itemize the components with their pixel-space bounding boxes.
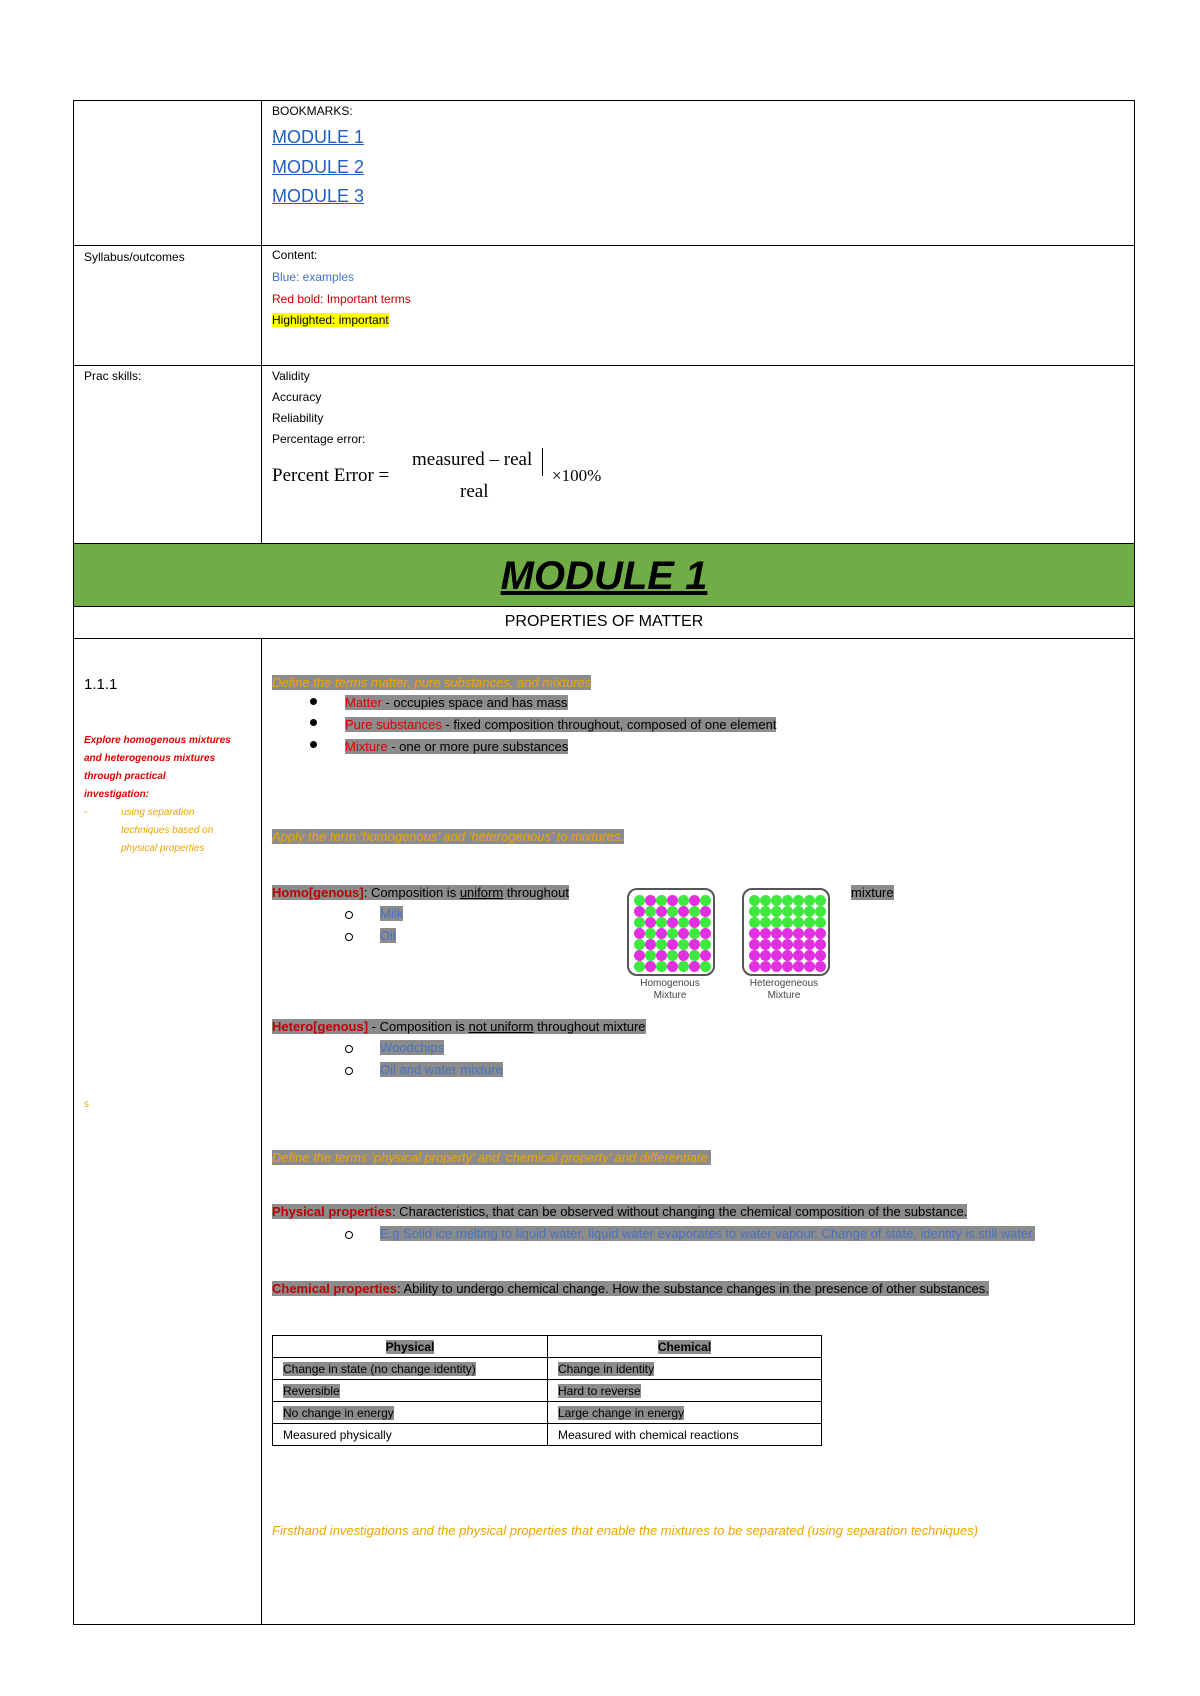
homo-uniform: uniform [459,885,504,900]
particle-dot [771,906,782,917]
particle-dot [667,917,678,928]
particle-dot [634,906,645,917]
define-heading: Define the terms matter, pure substances, and mixtures [272,675,592,690]
prac-item: Percentage error: [272,432,366,446]
outcome-dash-icon: - [84,807,88,818]
particle-dot [815,895,826,906]
bullet-icon [310,741,317,748]
table-row [273,1424,822,1446]
module-banner [74,544,1134,606]
particle-dot [700,950,711,961]
particle-dot [700,895,711,906]
prac-skills-label: Prac skills: [84,369,142,383]
particle-dot [815,917,826,928]
particle-dot [689,939,700,950]
particle-dot [749,928,760,939]
table-border-bottom [73,1624,1135,1625]
hetero-term: Hetero[genous] [272,1019,369,1034]
particle-dot [760,906,771,917]
particle-dot [782,939,793,950]
sub-bullet-icon [345,1231,353,1239]
physical-chemical-table [272,1335,822,1446]
particle-dot [815,950,826,961]
table-cell: Change in identity [548,1358,822,1380]
prac-item: Reliability [272,411,324,425]
particle-dot [749,895,760,906]
particle-dot [782,895,793,906]
def-term: Pure substances [345,717,442,732]
bullet-icon [310,719,317,726]
row-divider [73,606,1135,607]
table-row [273,1380,822,1402]
stray-text: s [84,1099,89,1110]
particle-dot [760,939,771,950]
homo-example: Oil [380,928,396,943]
particle-dot [689,906,700,917]
particle-dot [804,895,815,906]
particle-dot [667,928,678,939]
particle-dot [667,961,678,972]
physchem-heading: Define the terms ‘physical property’ and ‘chemical property’ and differentiate. [272,1150,712,1165]
particle-dot [782,928,793,939]
legend-blue: Blue: examples [272,270,355,284]
module-subtitle: PROPERTIES OF MATTER [504,613,704,630]
particle-dot [656,906,667,917]
formula-numerator: measured – real [412,449,533,470]
particle-dot [700,906,711,917]
bullet-icon [310,698,317,705]
particle-dot [771,928,782,939]
particle-dot [634,961,645,972]
section-number: 1.1.1 [84,676,118,693]
particle-dot [667,906,678,917]
outcome-bullet-line: techniques based on [121,825,214,836]
particle-dot [645,895,656,906]
def-term: Mixture [345,739,388,754]
formula-denominator: real [460,481,489,502]
particle-dot [678,928,689,939]
firsthand-heading: Firsthand investigations and the physical properties that enable the mixtures to be separated (using separation techniques) [272,1523,979,1538]
hetero-text: - Composition is [368,1019,469,1034]
table-cell: Change in state (no change identity) [273,1358,548,1380]
particle-dot [678,950,689,961]
def-text: - one or more pure substances [387,739,569,754]
particle-dot [656,895,667,906]
hetero-example: Woodchips [380,1040,445,1055]
particle-dot [815,928,826,939]
bookmark-link-module-1[interactable]: MODULE 1 [272,127,365,147]
def-term: Matter [345,695,382,710]
particle-dot [656,950,667,961]
table-header-cell: Chemical [548,1336,822,1358]
table-border-right [1134,100,1135,1625]
particle-dot [700,917,711,928]
chemical-text: : Ability to undergo chemical change. How the substance changes in the presence of other substances. [397,1281,989,1296]
particle-dot [793,917,804,928]
outcome-line: investigation: [84,789,150,800]
particle-dot [700,939,711,950]
particle-dot [793,928,804,939]
particle-dot [678,939,689,950]
table-header-cell: Physical [273,1336,548,1358]
particle-dot [793,895,804,906]
hetero-example: Oil and water mixture [380,1062,503,1077]
particle-dot [656,961,667,972]
module-title: MODULE 1 [500,554,708,598]
particle-dot [804,906,815,917]
particle-dot [815,961,826,972]
particle-dot [645,906,656,917]
syllabus-label: Syllabus/outcomes [84,250,185,264]
physical-text: : Characteristics, that can be observed without changing the chemical composition of the substance. [391,1204,968,1219]
particle-dot [793,961,804,972]
homogenous-caption: Homogenous Mixture [640,978,700,1001]
formula-multiplier: ×100% [552,466,602,485]
formula-abs-bar [542,448,543,476]
particle-dot [656,928,667,939]
table-border-top [73,100,1135,101]
particle-dot [678,917,689,928]
particle-dot [771,950,782,961]
particle-dot [645,950,656,961]
particle-dot [749,961,760,972]
particle-dot [645,961,656,972]
outcome-line: Explore homogenous mixtures [84,735,231,746]
homogenous-mixture-image [627,888,715,976]
table-row [273,1358,822,1380]
table-cell: Measured physically [273,1424,548,1446]
def-text: - occupies space and has mass [381,695,568,710]
particle-dot [760,917,771,928]
particle-dot [749,906,760,917]
outcome-line: and heterogenous mixtures [84,753,216,764]
particle-dot [760,895,771,906]
table-cell: Large change in energy [548,1402,822,1424]
row-divider [73,638,1135,639]
particle-dot [689,961,700,972]
particle-dot [656,939,667,950]
table-row [273,1402,822,1424]
particle-dot [815,939,826,950]
particle-dot [689,917,700,928]
homo-text-end: throughout [503,885,569,900]
particle-dot [667,939,678,950]
particle-dot [782,961,793,972]
column-divider [261,638,262,1624]
def-text: - fixed composition throughout, composed of one element [441,717,777,732]
particle-dot [700,961,711,972]
hetero-text-end: throughout mixture [533,1019,646,1034]
particle-dot [678,906,689,917]
table-border-left [73,100,74,1625]
particle-dot [793,906,804,917]
particle-dot [634,939,645,950]
particle-dot [749,950,760,961]
particle-dot [815,906,826,917]
particle-dot [645,939,656,950]
particle-dot [804,950,815,961]
particle-dot [634,928,645,939]
prac-item: Validity [272,369,310,383]
sub-bullet-icon [345,1045,353,1053]
outcome-bullet-line: physical properties [121,843,205,854]
particle-dot [793,939,804,950]
particle-dot [804,961,815,972]
particle-dot [760,961,771,972]
table-cell: No change in energy [273,1402,548,1424]
bookmarks-label: BOOKMARKS: [272,104,353,118]
particle-dot [771,961,782,972]
particle-dot [782,906,793,917]
legend-highlight: Highlighted: important [272,313,389,327]
outcome-bullet-line: using separation [121,807,195,818]
particle-dot [667,895,678,906]
apply-heading: Apply the term ‘homogenous’ and ‘heterogenous’ to mixtures. [272,829,624,844]
row-divider [73,245,1135,246]
table-cell: Reversible [273,1380,548,1402]
sub-bullet-icon [345,1067,353,1075]
homo-term: Homo[genous] [272,885,364,900]
heterogeneous-mixture-image [742,888,830,976]
particle-dot [689,895,700,906]
particle-dot [678,895,689,906]
particle-dot [634,950,645,961]
particle-dot [689,928,700,939]
particle-dot [678,961,689,972]
particle-dot [804,917,815,928]
particle-dot [760,928,771,939]
prac-item: Accuracy [272,390,322,404]
table-cell: Hard to reverse [548,1380,822,1402]
table-cell: Measured with chemical reactions [548,1424,822,1446]
particle-dot [667,950,678,961]
particle-dot [771,939,782,950]
percent-error-formula [272,448,632,508]
column-divider [261,100,262,543]
particle-dot [645,928,656,939]
particle-dot [782,950,793,961]
legend-red: Red bold: Important terms [272,292,411,306]
homo-text: : Composition is [363,885,460,900]
heterogeneous-caption: Heterogeneous Mixture [749,978,819,1001]
homo-mixture-word: mixture [851,885,894,900]
particle-dot [689,950,700,961]
particle-dot [634,895,645,906]
particle-dot [804,939,815,950]
particle-dot [793,950,804,961]
sub-bullet-icon [345,911,353,919]
particle-dot [634,917,645,928]
hetero-not-uniform: not uniform [468,1019,534,1034]
particle-dot [749,917,760,928]
particle-dot [645,917,656,928]
outcome-line: through practical [84,771,166,782]
particle-dot [771,895,782,906]
sub-bullet-icon [345,933,353,941]
bookmark-link-module-2[interactable]: MODULE 2 [272,157,365,177]
content-label: Content: [272,248,318,262]
particle-dot [771,917,782,928]
physical-example: E.g Solid ice melting to liquid water, liquid water evaporates to water vapour. Change of state, identity is still water. [380,1226,1036,1241]
homo-example: Milk [380,906,404,921]
chemical-term: Chemical properties [272,1281,397,1296]
particle-dot [782,917,793,928]
particle-dot [700,928,711,939]
particle-dot [760,950,771,961]
bookmark-link-module-3[interactable]: MODULE 3 [272,186,365,206]
physical-term: Physical properties [272,1204,392,1219]
row-divider [73,365,1135,366]
formula-lhs: Percent Error = [272,465,390,486]
particle-dot [656,917,667,928]
particle-dot [749,939,760,950]
particle-dot [804,928,815,939]
